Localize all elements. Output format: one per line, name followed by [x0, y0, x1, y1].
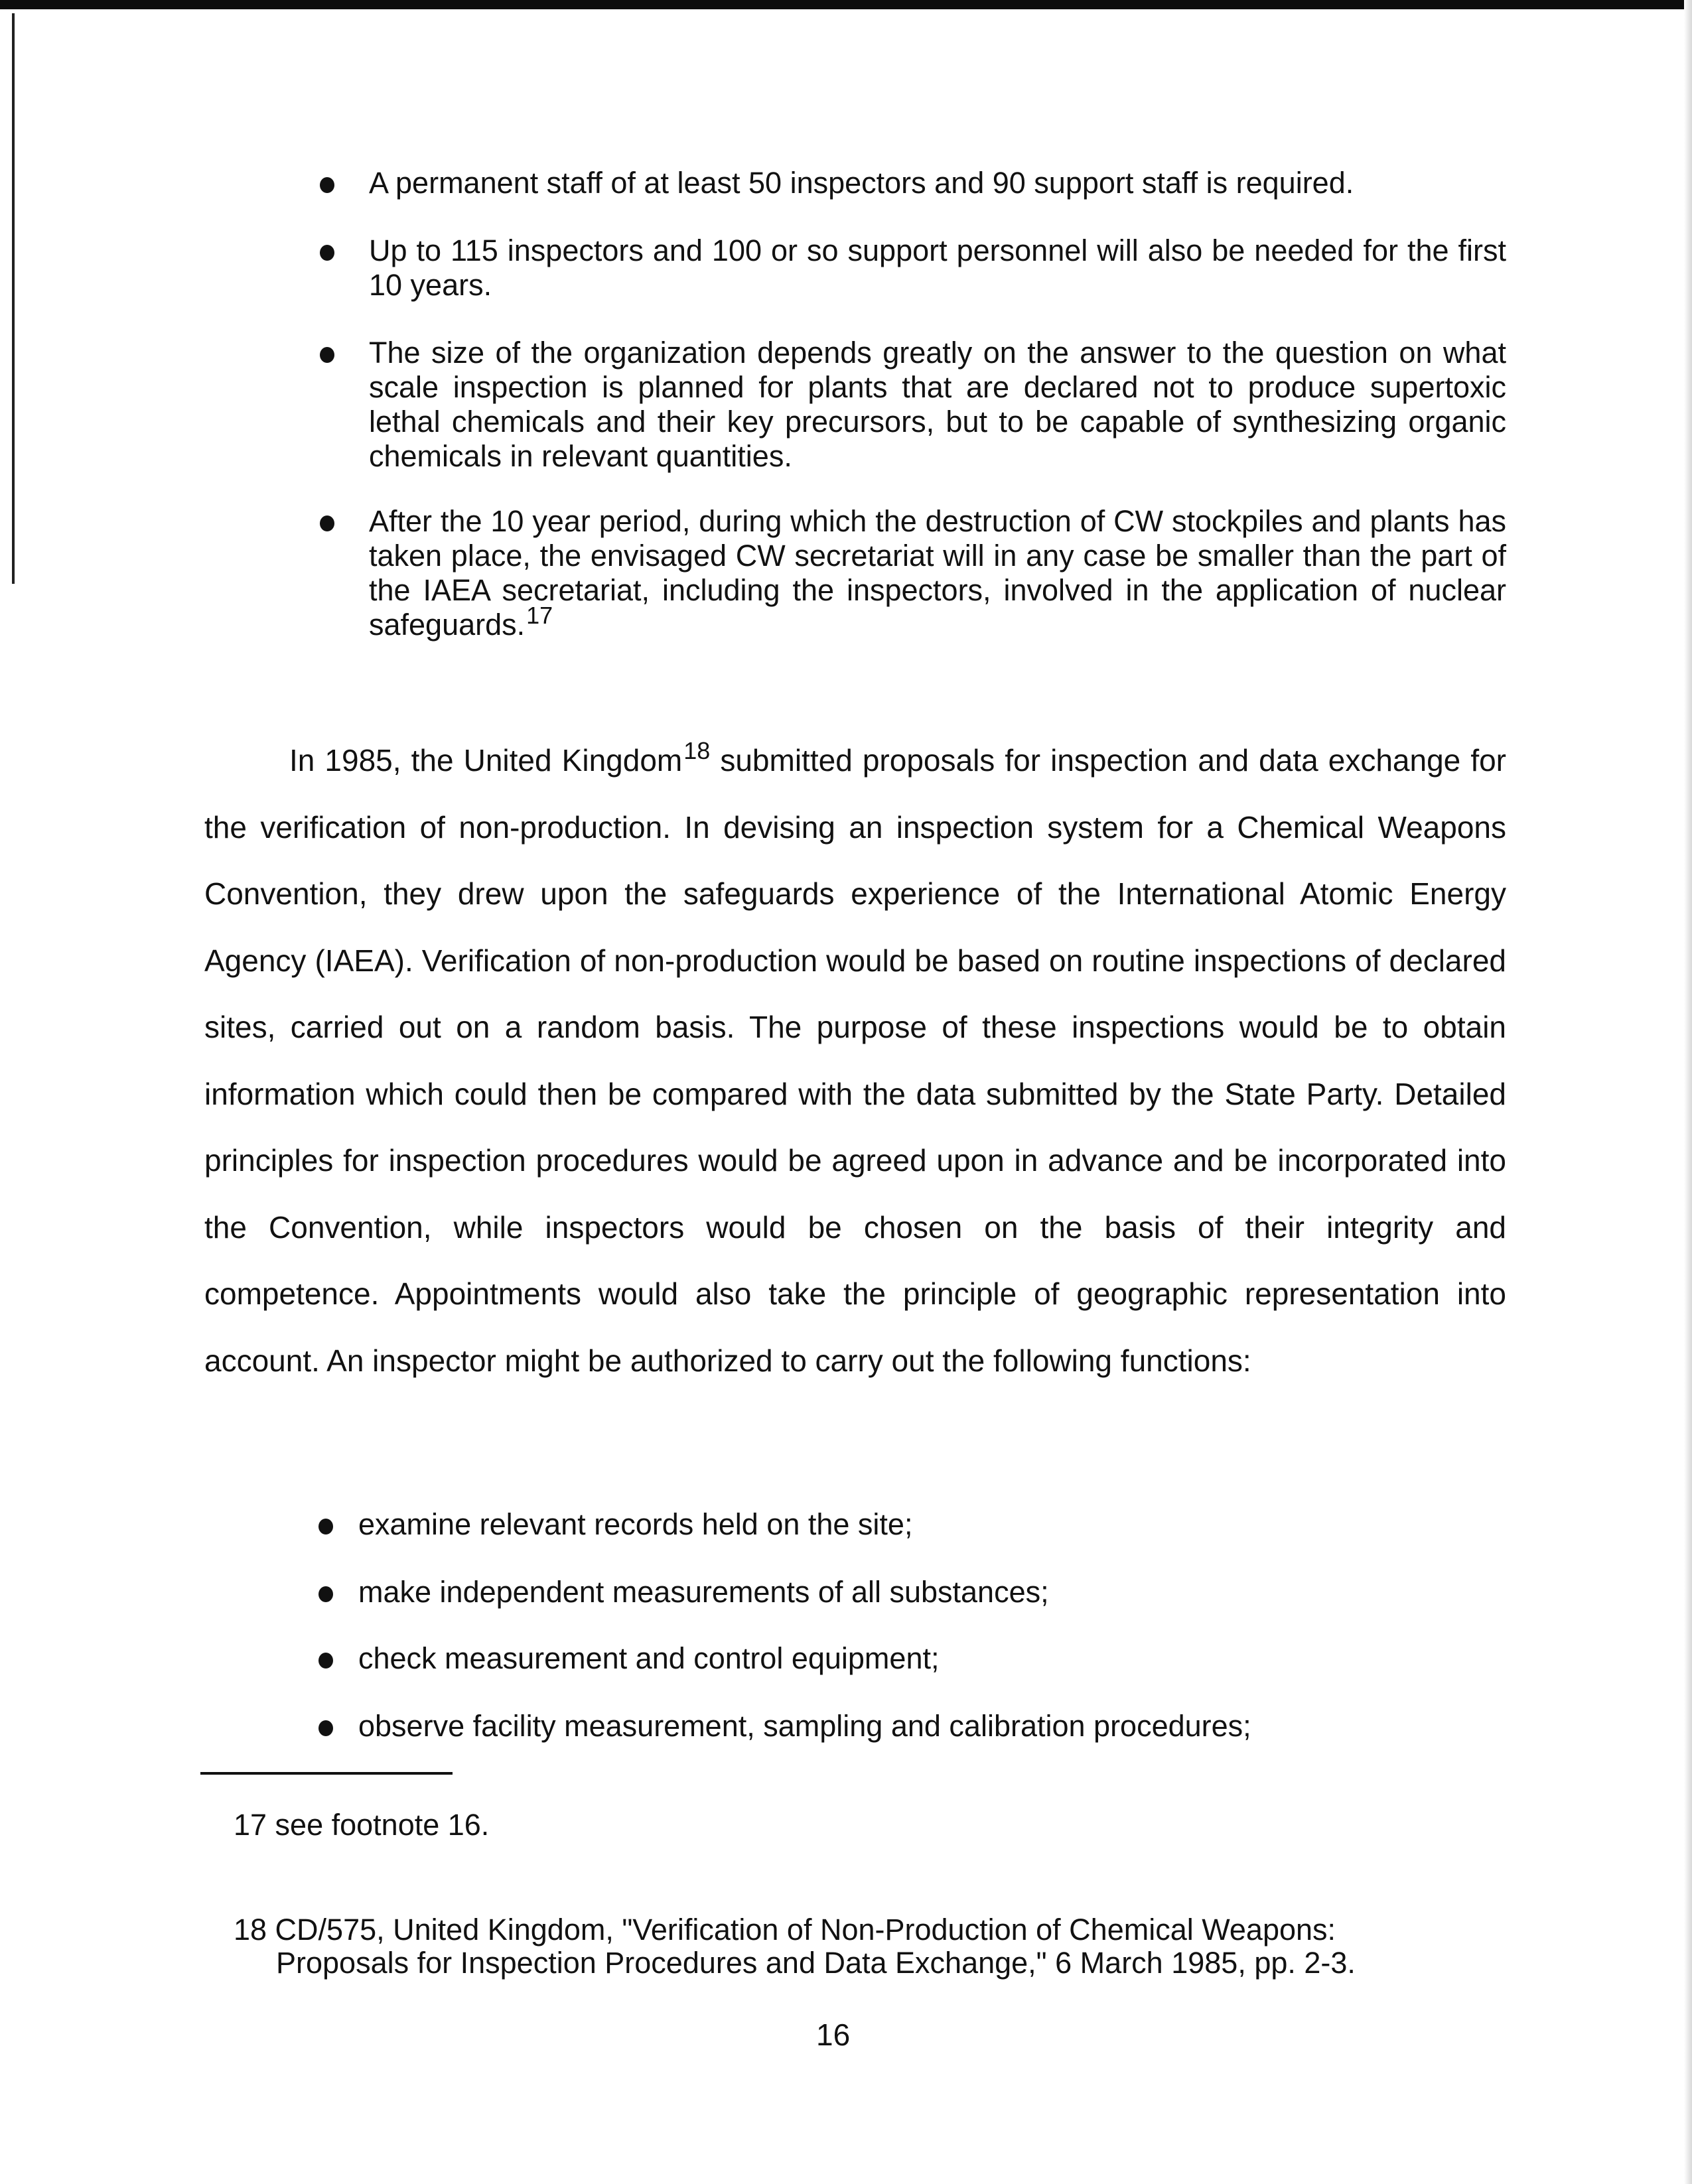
bullet-icon	[318, 1720, 333, 1736]
function-text: check measurement and control equipment;	[358, 1641, 940, 1675]
bullet-text-body: After the 10 year period, during which the destruction of CW stockpiles and plants has taken place, the envisaged CW secretariat will in any case be smaller than the part of the IAEA secretariat, including the inspectors, involved in the application of nuclear safeguards.	[369, 504, 1506, 642]
footnote-ref-17: 17	[526, 602, 553, 629]
paragraph-part1: In 1985, the United Kingdom	[289, 743, 683, 778]
footnote-18-line1: 18 CD/575, United Kingdom, "Verification of Non-Production of Chemical Weapons:	[234, 1913, 1336, 1946]
function-text: make independent measurements of all substances;	[358, 1575, 1049, 1609]
scan-right-edge	[1684, 0, 1692, 2184]
bullet-icon	[320, 245, 334, 261]
scan-left-edge	[12, 13, 15, 584]
bullet-item	[312, 234, 1506, 303]
footnote-18	[234, 1913, 1508, 1980]
function-item	[311, 1709, 1439, 1743]
paragraph-part2: submitted proposals for inspection and data exchange for the verification of non-production. In devising an inspection system for a Chemical Weapons Convention, they drew upon the safeguards experience of the International Atomic Energy Agency (IAEA). Verification of non-production would be based on routine inspections of declared sites, carried out on a random basis. The purpose of these inspections would be to obtain information which could then be compared with the data submitted by the State Party. Detailed principles for inspection procedures would be agreed upon in advance and be incorporated into the Convention, while inspectors would be chosen on the basis of their integrity and competence. Appointments would also take the principle of geographic representation into account. An inspector might be authorized to carry out the following functions:	[204, 743, 1506, 1378]
bullet-icon	[318, 1519, 333, 1535]
footnote-ref-18: 18	[683, 737, 711, 764]
bullet-item	[312, 336, 1506, 474]
bullet-text: A permanent staff of at least 50 inspectors and 90 support staff is required.	[369, 166, 1354, 200]
bullet-item	[312, 504, 1506, 642]
bullet-icon	[320, 515, 334, 531]
page-number: 16	[816, 2017, 851, 2052]
bullet-icon	[320, 177, 334, 193]
bullet-item	[312, 166, 1506, 200]
bullet-text: Up to 115 inspectors and 100 or so support personnel will also be needed for the first 10 years.	[369, 234, 1506, 302]
bullet-icon	[318, 1586, 333, 1602]
function-item	[311, 1575, 1439, 1609]
bullet-icon	[318, 1653, 333, 1669]
scan-top-edge	[0, 0, 1692, 9]
footnote-separator	[200, 1772, 453, 1775]
function-item	[311, 1641, 1439, 1676]
footnote-17: 17 see footnote 16.	[234, 1808, 490, 1842]
bullet-icon	[320, 347, 334, 363]
body-paragraph	[204, 727, 1506, 1394]
bullet-text	[369, 504, 1506, 642]
function-item	[311, 1507, 1439, 1542]
bullet-text: The size of the organization depends greatly on the answer to the question on what scale inspection is planned for plants that are declared not to produce supertoxic lethal chemicals and their key precursors, but to be capable of synthesizing organic chemicals in relevant quantities.	[369, 336, 1506, 473]
footnote-18-line2: Proposals for Inspection Procedures and Data Exchange," 6 March 1985, pp. 2-3.	[276, 1946, 1356, 1980]
function-text: observe facility measurement, sampling and calibration procedures;	[358, 1709, 1251, 1743]
function-text: examine relevant records held on the site;	[358, 1507, 913, 1541]
